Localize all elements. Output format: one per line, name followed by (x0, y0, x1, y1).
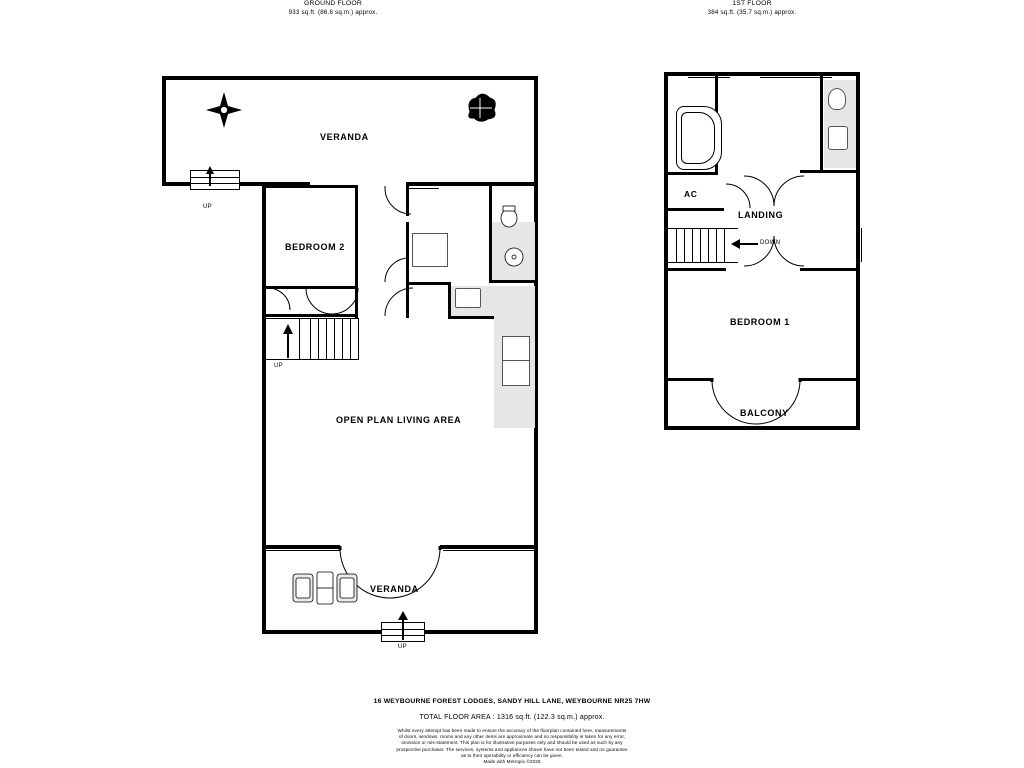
wc-floor (492, 222, 535, 280)
ff-door-swing-a (744, 176, 774, 206)
room-label-veranda-bottom: VERANDA (370, 584, 419, 594)
ff-wall-ac-bottom (668, 208, 724, 211)
room-label-balcony: BALCONY (740, 408, 789, 418)
ff-wall-wc-bottom (800, 170, 856, 173)
ff-wall-bath-bottom (668, 172, 718, 175)
stair-label-up-top: UP (203, 204, 212, 210)
plant-icon (469, 94, 496, 121)
footer-total-area: TOTAL FLOOR AREA : 1316 sq.ft. (122.3 sq.m.) approx. (419, 714, 605, 721)
first-floor-header (652, 0, 852, 17)
room-label-bedroom-1: BEDROOM 1 (730, 317, 790, 327)
wall-top (162, 76, 538, 80)
ff-wall-landing-bottom-left (668, 268, 726, 271)
wall-stair-enclosure-bottom (266, 314, 358, 317)
wall-bedroom2-left (262, 186, 266, 318)
ground-floor-header (233, 0, 433, 17)
ff-wall-balcony-left (668, 378, 712, 381)
footer-disclaimer: Whilst every attempt has been made to ensure the accuracy of the floorplan contained here, measurements of doors, windows, rooms and any other items are approximate and no responsibility is taken for any error, omission or mis-statement. This plan is for illustrative purposes only and should be used as such by any prospective purchaser. The services, systems and appliances shown have not been tested and no guarantee as to their operability or efficiency can be given. Made with Metropix ©2025 (396, 728, 628, 765)
door-swing-bedroom2-b (306, 288, 332, 314)
ff-wall-wc-left (820, 76, 823, 172)
wall-bedroom2-right (355, 186, 358, 286)
ff-wall-landing-bottom-right (800, 268, 858, 271)
basin-unit-icon (412, 233, 448, 267)
stair-label-up-mid: UP (274, 363, 283, 369)
ff-wall-bottom (664, 426, 860, 430)
footer-address: 16 WEYBOURNE FOREST LODGES, SANDY HILL LANE, WEYBOURNE NR25 7HW (373, 698, 651, 705)
room-label-bedroom-2: BEDROOM 2 (285, 242, 345, 252)
compass-icon (206, 92, 242, 128)
room-label-open-plan-living: OPEN PLAN LIVING AREA (336, 415, 462, 425)
room-label-veranda-top: VERANDA (320, 132, 369, 142)
hob-icon (455, 288, 481, 308)
wall-left-upper (162, 76, 166, 186)
room-label-landing: LANDING (738, 210, 784, 220)
wall-wc-left (489, 186, 492, 220)
ff-door-swing-b (774, 176, 804, 206)
wall-stair-right (355, 286, 358, 318)
stair-label-up-bottom: UP (398, 644, 407, 650)
wall-right-upper (534, 76, 538, 186)
ff-wall-left (664, 72, 668, 430)
patio-furniture (293, 572, 357, 604)
first-floor-area: 384 sq.ft. (35.7 sq.m.) approx. (707, 9, 797, 16)
wall-bath-left-b (406, 222, 409, 318)
first-floor-title: 1ST FLOOR (732, 0, 772, 7)
down-arrow-stairs (731, 239, 758, 249)
door-swing-bedroom2-c (268, 288, 290, 310)
wall-bedroom2-top (266, 185, 358, 188)
ground-floor-area: 933 sq.ft. (86.6 sq.m.) approx. (288, 9, 378, 16)
stair-label-down: DOWN (760, 240, 781, 246)
wall-bedroom2-bottom (266, 286, 358, 289)
wall-wc-bottom (489, 280, 535, 283)
room-label-ac: AC (684, 189, 698, 199)
sink-icon (502, 360, 530, 386)
wall-bath-left-a (406, 186, 409, 216)
up-arrow-stairs (283, 324, 293, 358)
washbasin-icon (828, 126, 848, 150)
wall-living-left (262, 318, 266, 634)
ground-floor-title: GROUND FLOOR (304, 0, 362, 7)
ff-wall-balcony-right (800, 378, 858, 381)
wall-bath-bottom (406, 282, 451, 285)
toilet-icon (828, 88, 846, 110)
bathtub-inner (681, 112, 715, 164)
ff-door-swing-ac (726, 184, 750, 208)
